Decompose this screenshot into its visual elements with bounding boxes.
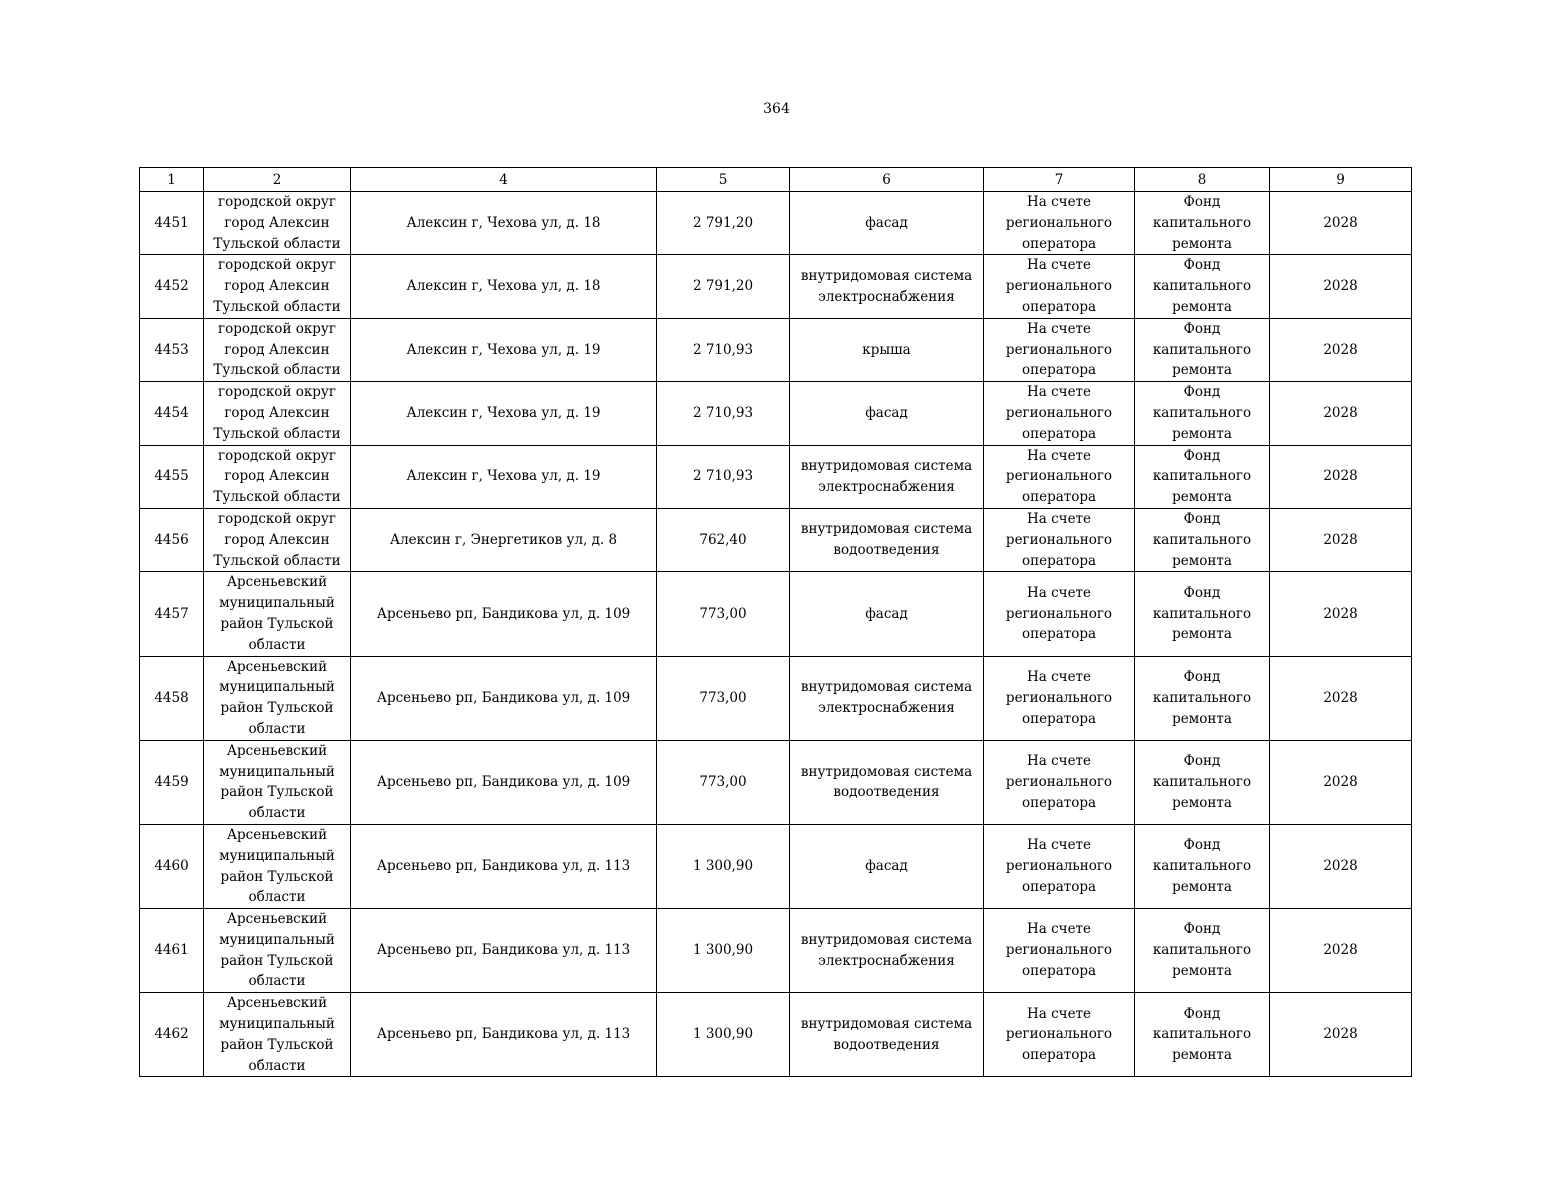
municipality-text: городской округ город Алексин Тульской области (213, 384, 341, 442)
account-text: На счете регионального оператора (1005, 510, 1113, 569)
row-number: 4460 (140, 824, 204, 908)
row-number: 4462 (140, 993, 204, 1077)
fund-cell (1135, 445, 1270, 508)
account-cell (984, 318, 1135, 381)
header-row (140, 168, 1412, 192)
year-cell: 2028 (1270, 572, 1412, 656)
fund-text: Фонд капитального ремонта (1152, 921, 1252, 980)
address-cell: Арсеньево рп, Бандикова ул, д. 113 (351, 909, 657, 993)
year-cell: 2028 (1270, 656, 1412, 740)
year-cell: 2028 (1270, 318, 1412, 381)
account-text: На счете регионального оператора (1005, 447, 1113, 506)
year-cell: 2028 (1270, 909, 1412, 993)
fund-text: Фонд капитального ремонта (1152, 510, 1252, 569)
fund-text: Фонд капитального ремонта (1152, 837, 1252, 895)
row-number: 4451 (140, 192, 204, 255)
fund-text: Фонд капитального ремонта (1152, 384, 1252, 442)
municipality-cell (204, 824, 351, 908)
address-cell: Арсеньево рп, Бандикова ул, д. 113 (351, 824, 657, 908)
fund-text: Фонд капитального ремонта (1152, 668, 1252, 727)
address-cell: Алексин г, Чехова ул, д. 19 (351, 445, 657, 508)
row-number: 4452 (140, 255, 204, 318)
fund-cell (1135, 255, 1270, 318)
area-cell: 2 710,93 (657, 445, 790, 508)
area-cell: 773,00 (657, 572, 790, 656)
work-type-text: фасад (865, 214, 908, 231)
municipality-cell (204, 909, 351, 993)
table-row (140, 255, 1412, 318)
account-cell (984, 508, 1135, 571)
account-text: На счете регионального оператора (1005, 921, 1113, 980)
table-row (140, 508, 1412, 571)
municipality-text: Арсеньевский муниципальный район Тульской области (219, 742, 335, 822)
account-text: На счете регионального оператора (1005, 1005, 1113, 1064)
work-type-text: внутридомовая система водоотведения (800, 763, 973, 801)
account-cell (984, 382, 1135, 445)
table-row (140, 656, 1412, 740)
work-type-cell (790, 740, 984, 824)
work-type-text: внутридомовая система электроснабжения (800, 931, 973, 969)
fund-cell (1135, 382, 1270, 445)
municipality-text: Арсеньевский муниципальный район Тульской области (219, 826, 335, 906)
municipality-text: городской округ город Алексин Тульской области (213, 510, 341, 569)
work-type-cell (790, 824, 984, 908)
work-type-cell (790, 382, 984, 445)
account-cell (984, 824, 1135, 908)
municipality-text: Арсеньевский муниципальный район Тульской области (219, 574, 335, 653)
year-cell: 2028 (1270, 740, 1412, 824)
municipality-text: Арсеньевский муниципальный район Тульской области (219, 911, 335, 990)
municipality-text: городской округ город Алексин Тульской области (213, 194, 341, 252)
account-cell (984, 445, 1135, 508)
work-type-cell (790, 656, 984, 740)
municipality-cell (204, 993, 351, 1077)
fund-text: Фонд капитального ремонта (1152, 257, 1252, 315)
address-cell: Алексин г, Чехова ул, д. 19 (351, 382, 657, 445)
row-number: 4455 (140, 445, 204, 508)
municipality-cell (204, 255, 351, 318)
address-cell: Алексин г, Чехова ул, д. 18 (351, 255, 657, 318)
work-type-cell (790, 255, 984, 318)
account-text: На счете регионального оператора (1005, 837, 1113, 895)
fund-cell (1135, 740, 1270, 824)
column-header-4: 4 (351, 168, 657, 192)
year-cell: 2028 (1270, 382, 1412, 445)
fund-cell (1135, 909, 1270, 993)
year-cell: 2028 (1270, 993, 1412, 1077)
address-cell: Арсеньево рп, Бандикова ул, д. 109 (351, 740, 657, 824)
work-type-text: внутридомовая система электроснабжения (800, 457, 973, 495)
work-type-text: фасад (865, 404, 908, 421)
municipality-cell (204, 192, 351, 255)
table-row (140, 382, 1412, 445)
account-text: На счете регионального оператора (1005, 320, 1113, 379)
area-cell: 2 791,20 (657, 192, 790, 255)
work-type-text: крыша (862, 341, 911, 358)
fund-text: Фонд капитального ремонта (1152, 1005, 1252, 1064)
area-cell: 762,40 (657, 508, 790, 571)
area-cell: 773,00 (657, 656, 790, 740)
row-number: 4458 (140, 656, 204, 740)
fund-cell (1135, 318, 1270, 381)
work-type-cell (790, 445, 984, 508)
municipality-text: Арсеньевский муниципальный район Тульской области (219, 658, 335, 737)
table-row (140, 740, 1412, 824)
table-row (140, 824, 1412, 908)
address-cell: Алексин г, Чехова ул, д. 19 (351, 318, 657, 381)
table-row (140, 993, 1412, 1077)
table-row (140, 318, 1412, 381)
column-header-8: 8 (1135, 168, 1270, 192)
address-cell: Алексин г, Энергетиков ул, д. 8 (351, 508, 657, 571)
work-type-cell (790, 318, 984, 381)
work-type-cell (790, 508, 984, 571)
fund-text: Фонд капитального ремонта (1152, 753, 1252, 811)
row-number: 4461 (140, 909, 204, 993)
municipality-text: городской округ город Алексин Тульской области (213, 320, 341, 379)
fund-text: Фонд капитального ремонта (1152, 447, 1252, 506)
municipality-cell (204, 656, 351, 740)
column-header-9: 9 (1270, 168, 1412, 192)
account-text: На счете регионального оператора (1005, 753, 1113, 811)
fund-text: Фонд капитального ремонта (1152, 194, 1252, 252)
account-cell (984, 255, 1135, 318)
work-type-cell (790, 993, 984, 1077)
table-row (140, 572, 1412, 656)
column-header-1: 1 (140, 168, 204, 192)
municipality-cell (204, 572, 351, 656)
account-text: На счете регионального оператора (1005, 384, 1113, 442)
year-cell: 2028 (1270, 255, 1412, 318)
table-row (140, 445, 1412, 508)
column-header-2: 2 (204, 168, 351, 192)
work-type-cell (790, 572, 984, 656)
area-cell: 1 300,90 (657, 824, 790, 908)
year-cell: 2028 (1270, 824, 1412, 908)
account-cell (984, 909, 1135, 993)
account-text: На счете регионального оператора (1005, 194, 1113, 252)
column-header-6: 6 (790, 168, 984, 192)
area-cell: 1 300,90 (657, 993, 790, 1077)
fund-cell (1135, 993, 1270, 1077)
account-text: На счете регионального оператора (1005, 584, 1113, 643)
municipality-cell (204, 508, 351, 571)
column-header-7: 7 (984, 168, 1135, 192)
column-header-5: 5 (657, 168, 790, 192)
year-cell: 2028 (1270, 192, 1412, 255)
fund-cell (1135, 572, 1270, 656)
municipality-cell (204, 382, 351, 445)
account-cell (984, 572, 1135, 656)
municipality-cell (204, 445, 351, 508)
fund-cell (1135, 192, 1270, 255)
account-text: На счете регионального оператора (1005, 668, 1113, 727)
year-cell: 2028 (1270, 445, 1412, 508)
account-cell (984, 740, 1135, 824)
municipality-text: Арсеньевский муниципальный район Тульской области (219, 995, 335, 1074)
account-cell (984, 656, 1135, 740)
row-number: 4456 (140, 508, 204, 571)
fund-text: Фонд капитального ремонта (1152, 320, 1252, 379)
work-type-text: фасад (865, 858, 908, 875)
account-text: На счете регионального оператора (1005, 257, 1113, 315)
table-row (140, 909, 1412, 993)
municipality-cell (204, 318, 351, 381)
row-number: 4459 (140, 740, 204, 824)
work-type-cell (790, 192, 984, 255)
account-cell (984, 993, 1135, 1077)
work-type-text: внутридомовая система водоотведения (800, 1016, 973, 1053)
row-number: 4457 (140, 572, 204, 656)
table-row (140, 192, 1412, 255)
address-cell: Арсеньево рп, Бандикова ул, д. 109 (351, 572, 657, 656)
work-type-cell (790, 909, 984, 993)
work-type-text: внутридомовая система электроснабжения (800, 267, 973, 305)
work-type-text: внутридомовая система водоотведения (800, 521, 973, 559)
row-number: 4453 (140, 318, 204, 381)
fund-cell (1135, 508, 1270, 571)
fund-cell (1135, 824, 1270, 908)
year-cell: 2028 (1270, 508, 1412, 571)
address-cell: Арсеньево рп, Бандикова ул, д. 113 (351, 993, 657, 1077)
municipality-cell (204, 740, 351, 824)
address-cell: Алексин г, Чехова ул, д. 18 (351, 192, 657, 255)
area-cell: 1 300,90 (657, 909, 790, 993)
municipality-text: городской округ город Алексин Тульской области (213, 257, 341, 315)
fund-text: Фонд капитального ремонта (1152, 584, 1252, 643)
area-cell: 2 710,93 (657, 382, 790, 445)
account-cell (984, 192, 1135, 255)
fund-cell (1135, 656, 1270, 740)
row-number: 4454 (140, 382, 204, 445)
municipality-text: городской округ город Алексин Тульской области (213, 447, 341, 506)
work-type-text: внутридомовая система электроснабжения (800, 679, 973, 717)
work-type-text: фасад (865, 605, 908, 622)
area-cell: 2 710,93 (657, 318, 790, 381)
page-number: 364 (763, 101, 790, 117)
area-cell: 2 791,20 (657, 255, 790, 318)
capital-repair-table (139, 167, 1412, 1077)
area-cell: 773,00 (657, 740, 790, 824)
address-cell: Арсеньево рп, Бандикова ул, д. 109 (351, 656, 657, 740)
